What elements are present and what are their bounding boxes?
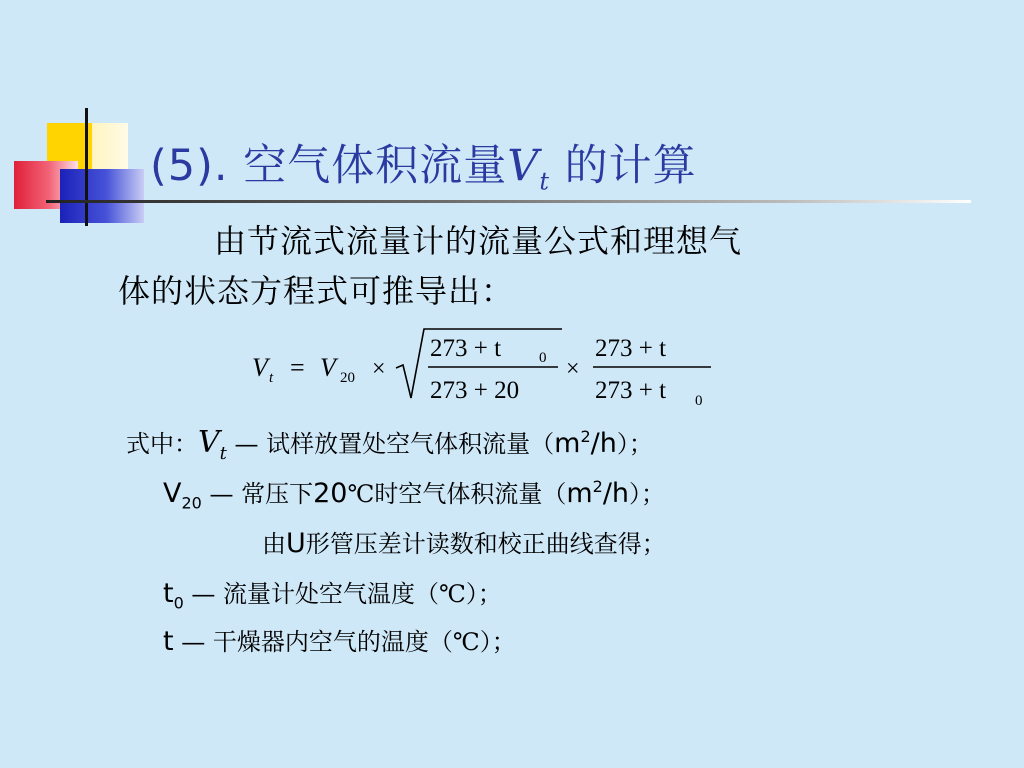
def-v20-temp: 20: [313, 478, 348, 509]
def-t0-text: — 流量计处空气温度（℃）；: [183, 580, 502, 608]
def-t0: [163, 574, 502, 612]
def-t0-var-letter: t: [163, 578, 174, 609]
def-v20-var-letter: V: [163, 478, 182, 509]
def-vt-var-sub: t: [219, 443, 227, 464]
intro-line-2: 体的状态方程式可推导出：: [118, 272, 515, 310]
decor-cream-square: [92, 123, 128, 171]
def-v20-end: ）；: [629, 480, 666, 508]
def-v20-text1: — 常压下: [201, 480, 314, 508]
def-v20-continued: [262, 524, 666, 559]
formula-times-2: ×: [566, 356, 580, 382]
decor-vertical-line: [85, 108, 88, 226]
def-v20-var-sub: 20: [181, 493, 202, 513]
formula-frac1-num: 273 + t: [430, 335, 502, 362]
formula-lhs-sub: t: [269, 370, 274, 386]
def-vt-unit-rest: /h: [590, 428, 617, 459]
formula-eq: =: [290, 353, 305, 382]
def-vt: [126, 424, 653, 464]
def-t: [163, 622, 516, 657]
def-t0-var: [163, 578, 184, 613]
def-vt-unit-sup: 2: [580, 427, 591, 446]
formula-frac1-num-sub: 0: [539, 350, 547, 366]
def-label: 式中：: [126, 430, 198, 458]
def-t-text: — 干燥器内空气的温度（℃）；: [173, 628, 516, 656]
def-vt-unit-m: m: [554, 428, 581, 459]
formula-rhs-var: V: [320, 353, 336, 382]
def-v20c-text1: 由: [262, 530, 286, 558]
formula-frac2-num: 273 + t: [595, 335, 667, 362]
def-v20-unit-m: m: [566, 478, 593, 509]
title-prefix: (5). 空气体积流量: [150, 141, 508, 191]
def-vt-var: [198, 425, 227, 464]
def-v20: [163, 474, 665, 512]
title-suffix: 的计算: [549, 141, 697, 191]
def-vt-var-letter: V: [198, 425, 220, 460]
def-v20-unit-rest: /h: [602, 478, 630, 509]
formula-frac2-den: 273 + t: [595, 377, 667, 404]
title-var: V: [507, 141, 540, 191]
def-v20-unit-sup: 2: [592, 477, 603, 496]
title-var-sub: t: [539, 167, 550, 196]
formula-times-1: ×: [372, 356, 386, 382]
def-v20-unit: [566, 478, 629, 509]
slide-title: [150, 132, 697, 196]
def-v20-text2: ℃时空气体积流量（: [347, 480, 567, 508]
def-v20c-u: U: [286, 528, 306, 559]
flow-formula: [248, 323, 728, 413]
def-vt-text: — 试样放置处空气体积流量（: [226, 430, 555, 458]
formula-frac2-den-sub: 0: [695, 393, 703, 409]
formula-lhs-var: V: [252, 353, 268, 382]
def-t0-var-sub: 0: [173, 593, 184, 613]
decor-blue-square: [60, 169, 144, 223]
title-underline: [46, 200, 971, 203]
def-t-var: t: [163, 626, 174, 657]
formula-frac1-den: 273 + 20: [430, 377, 520, 404]
def-vt-unit: [554, 428, 617, 459]
intro-line-1: 由节流式流量计的流量公式和理想气: [214, 222, 743, 260]
intro-paragraph: [118, 216, 948, 316]
def-vt-end: ）；: [616, 430, 653, 458]
formula-rhs-sub: 20: [340, 370, 355, 386]
def-v20c-text2: 形管压差计读数和校正曲线查得；: [305, 530, 666, 558]
def-v20-var: [163, 478, 202, 513]
